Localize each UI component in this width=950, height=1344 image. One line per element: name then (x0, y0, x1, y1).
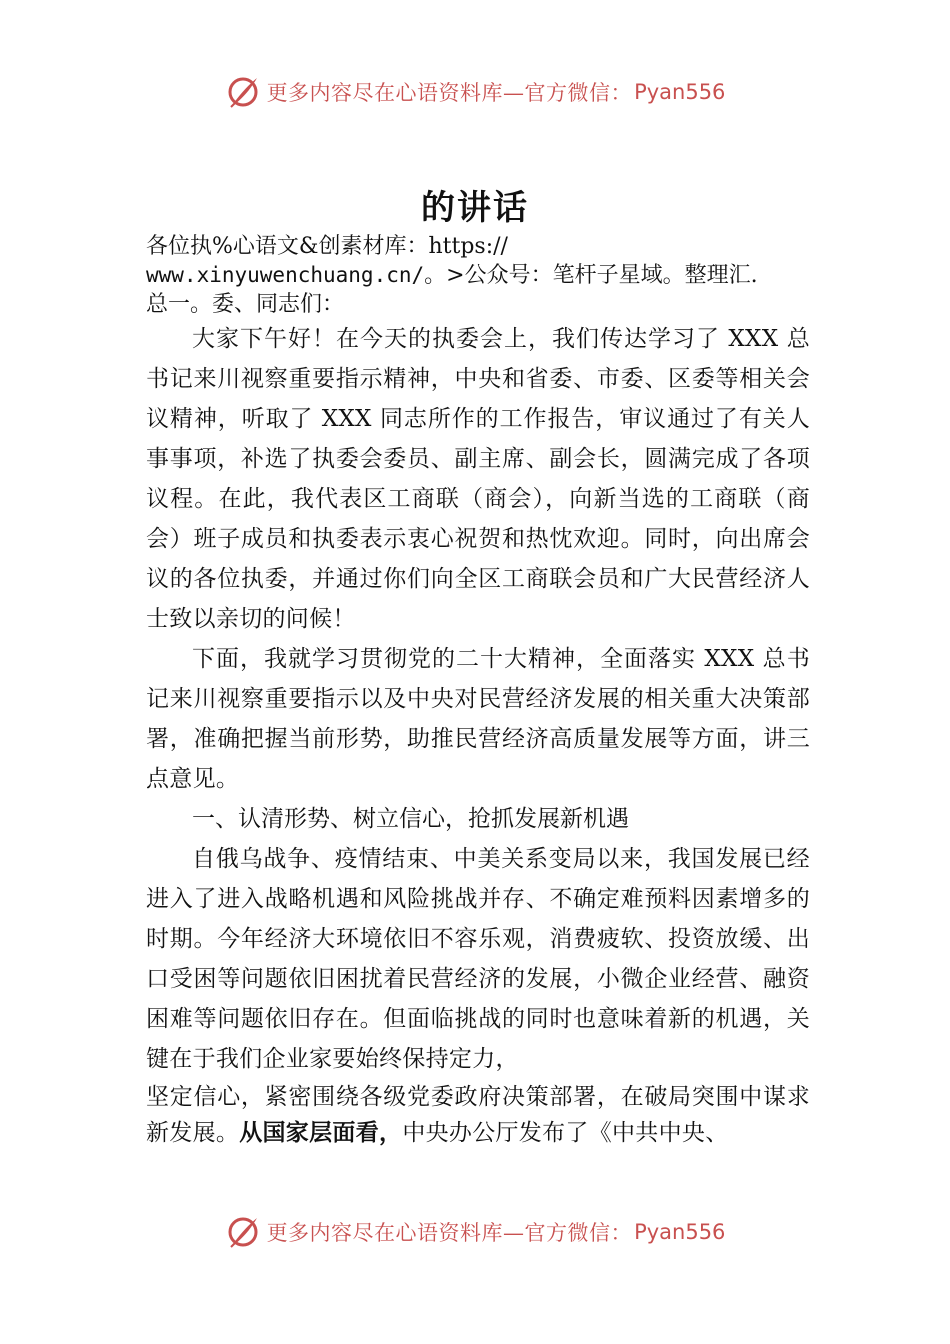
banner-text: 更多内容尽在心语资料库—官方微信： (266, 1221, 633, 1245)
header-banner (0, 70, 950, 114)
quill-logo-icon (225, 74, 261, 110)
paragraph-3: 自俄乌战争、疫情结束、中美关系变局以来，我国发展已经进入了进入战略机遇和风险挑战并存、不确定难预料因素增多的时期。今年经济大环境依旧不容乐观，消费疲软、投资放缓、出口受困等问题依旧困扰着民营经济的发展，小微企业经营、融资困难等问题依旧存在。但面临挑战的同时也意味着新的机遇，关键在于我们企业家要始终保持定力， (146, 846, 810, 1072)
footer-banner (0, 1210, 950, 1254)
banner-wechat-id: Pyan556 (634, 1220, 726, 1244)
salutation-line3: 总一。委、同志们： (146, 292, 345, 317)
paragraph-4-bold: 从国家层面看， (239, 1120, 403, 1146)
paragraph-4 (146, 1079, 810, 1151)
banner-text: 更多内容尽在心语资料库—官方微信： (266, 81, 633, 105)
section-heading-1: 一、认清形势、树立信心，抢抓发展新机遇 (192, 806, 629, 832)
paragraph-4-rest: 中央办公厅发布了《中共中央、 (402, 1120, 729, 1146)
salutation-line1: 各位执%心语文&创素材库：https:// (146, 234, 508, 259)
paragraph-1: 大家下午好！在今天的执委会上，我们传达学习了 XXX 总书记来川视察重要指示精神，中央和省委、市委、区委等相关会议精神，听取了 XXX 同志所作的工作报告，审议通过了有关人事事项，补选了执委会委员、副主席、副会长，圆满完成了各项议程。在此，我代表区工商联（商会），向新当选的工商联（商会）班子成员和执委表示衷心祝贺和热忱欢迎。同时，向出席会议的各位执委，并通过你们向全区工商联会员和广大民营经济人士致以亲切的问候！ (146, 326, 810, 632)
quill-logo-icon (225, 1214, 261, 1250)
document-title: 的讲话 (421, 188, 529, 228)
paragraph-2: 下面，我就学习贯彻党的二十大精神，全面落实 XXX 总书记来川视察重要指示以及中央对民营经济发展的相关重大决策部署，准确把握当前形势，助推民营经济高质量发展等方面，讲三点意见。 (146, 646, 810, 792)
salutation (146, 232, 810, 319)
banner-wechat-id: Pyan556 (634, 80, 726, 104)
salutation-line2: 。>公众号：笔杆子星域。整理汇. (424, 263, 758, 288)
salutation-url: www.xinyuwenchuang.cn/ (146, 263, 425, 287)
paragraph-4-start: 坚定信心，紧密围绕各级党委政府决策部署，在破局突围中谋求新发展。 (146, 1084, 810, 1146)
document-body (146, 232, 810, 1151)
